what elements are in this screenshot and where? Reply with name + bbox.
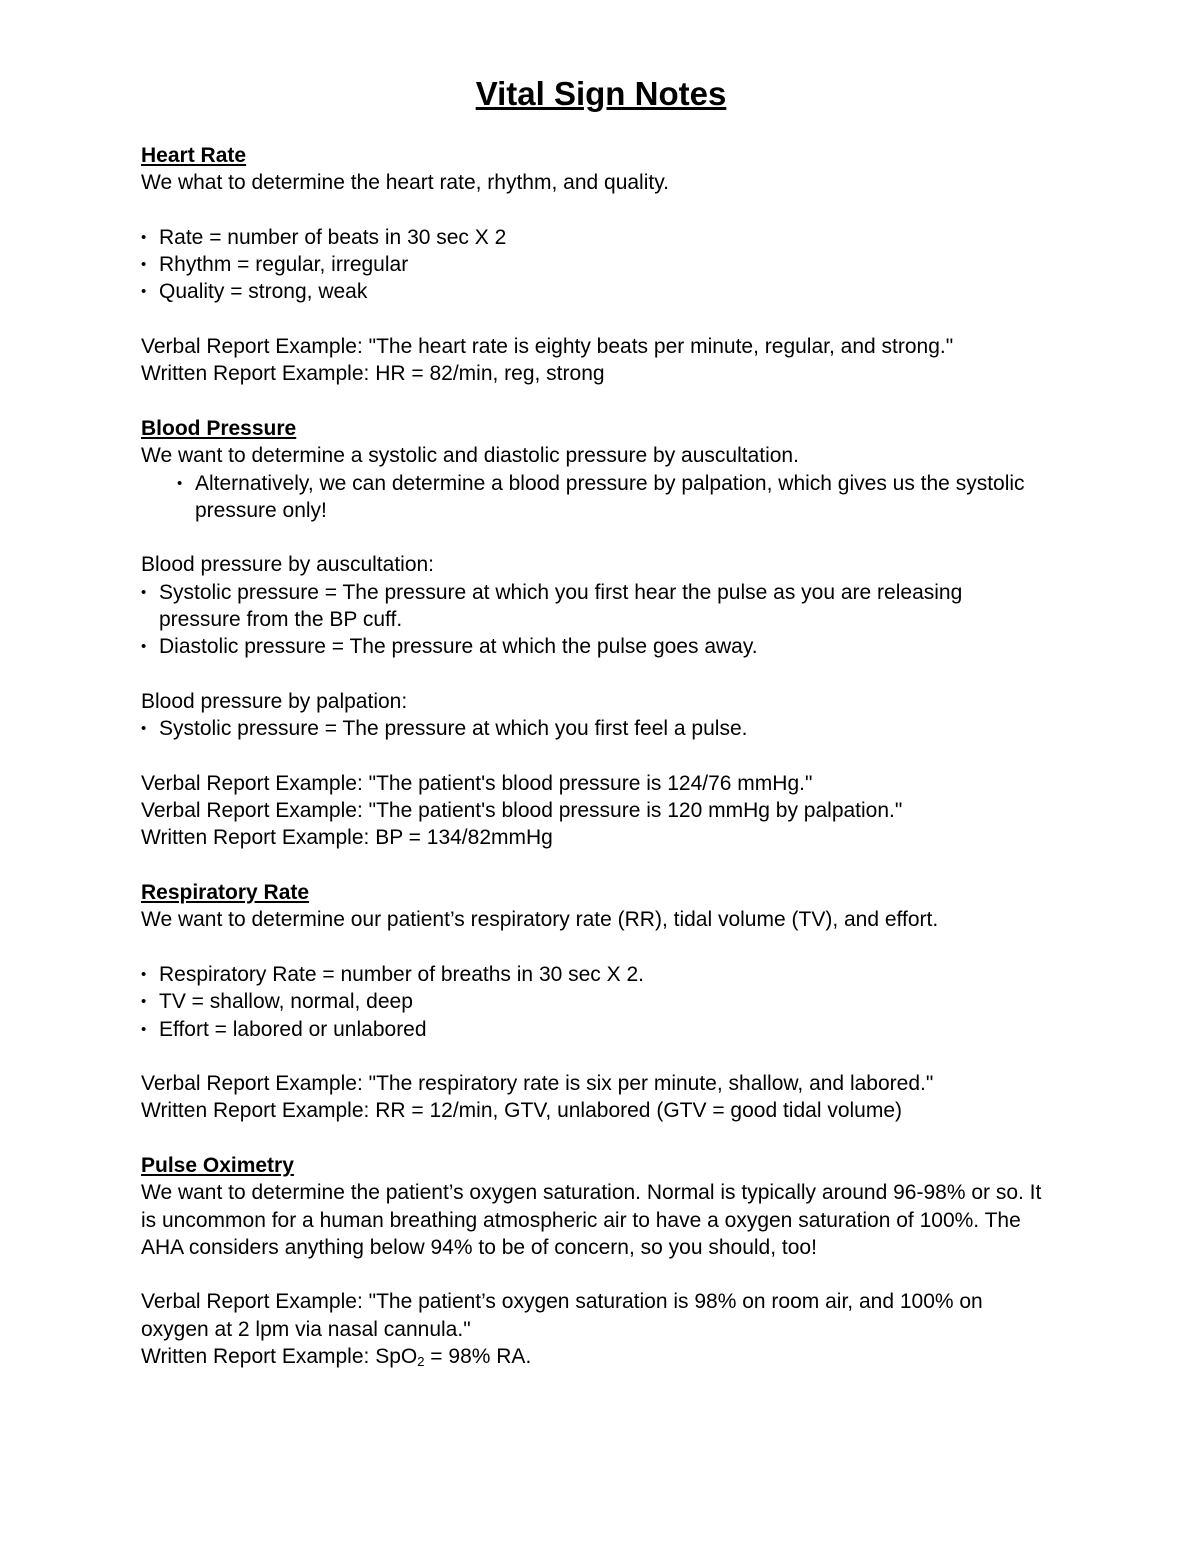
blood-pressure-verbal-example-1: Verbal Report Example: "The patient's blood pressure is 124/76 mmHg." bbox=[141, 771, 813, 795]
palpation-bullet-list bbox=[141, 715, 1061, 742]
list-item: • TV = shallow, normal, deep bbox=[141, 988, 1061, 1015]
page-title: Vital Sign Notes bbox=[475, 75, 727, 112]
section-blood-pressure bbox=[141, 415, 1061, 852]
respiratory-rate-heading: Respiratory Rate bbox=[141, 881, 310, 905]
pulse-oximetry-written-example: Written Report Example: SpO$_2$ = 98% RA. bbox=[141, 1345, 532, 1370]
subscript-2: 2 bbox=[417, 1354, 425, 1370]
list-item: • Systolic pressure = The pressure at which you first feel a pulse. bbox=[141, 715, 1061, 742]
heart-rate-intro: We what to determine the heart rate, rhythm, and quality. bbox=[141, 171, 669, 195]
list-item: • Alternatively, we can determine a blood pressure by palpation, which gives us the systolic pressure only! bbox=[177, 471, 1025, 522]
list-item: • Effort = labored or unlabored bbox=[141, 1016, 1061, 1043]
list-item: • Quality = strong, weak bbox=[141, 278, 1061, 305]
bullet-icon: • bbox=[141, 965, 147, 983]
respiratory-rate-intro: We want to determine our patient’s respiratory rate (RR), tidal volume (TV), and effort. bbox=[141, 908, 939, 932]
heart-rate-written-example: Written Report Example: HR = 82/min, reg, strong bbox=[141, 362, 605, 386]
heart-rate-verbal-example: Verbal Report Example: "The heart rate is eighty beats per minute, regular, and strong." bbox=[141, 335, 954, 359]
respiratory-rate-bullet-list bbox=[141, 961, 1061, 1043]
bullet-icon: • bbox=[141, 283, 147, 301]
list-item: • Respiratory Rate = number of breaths in 30 sec X 2. bbox=[141, 961, 1061, 988]
bullet-icon: • bbox=[141, 638, 147, 656]
bullet-icon: • bbox=[141, 1020, 147, 1038]
list-item: • Rhythm = regular, irregular bbox=[141, 251, 1061, 278]
auscultation-bullet-list bbox=[141, 579, 1061, 661]
list-item: • Systolic pressure = The pressure at which you first hear the pulse as you are releasing pressure from the BP cuff. bbox=[141, 580, 963, 632]
section-heart-rate bbox=[141, 142, 1061, 388]
list-item: • Rate = number of beats in 30 sec X 2 bbox=[141, 224, 1061, 251]
pulse-oximetry-heading: Pulse Oximetry bbox=[141, 1153, 294, 1177]
respiratory-rate-verbal-example: Verbal Report Example: "The respiratory rate is six per minute, shallow, and labored." bbox=[141, 1072, 934, 1096]
blood-pressure-written-example: Written Report Example: BP = 134/82mmHg bbox=[141, 826, 553, 850]
pulse-oximetry-verbal-example: Verbal Report Example: "The patient’s oxygen saturation is 98% on room air, and 100% on oxygen at 2 lpm via nasal cannula." bbox=[141, 1290, 983, 1341]
list-item: • Diastolic pressure = The pressure at which the pulse goes away. bbox=[141, 633, 1061, 660]
bullet-icon: • bbox=[141, 993, 147, 1011]
bullet-icon: • bbox=[177, 474, 183, 492]
blood-pressure-alt-list bbox=[141, 470, 1061, 525]
bullet-icon: • bbox=[141, 720, 147, 738]
heart-rate-bullet-list bbox=[141, 224, 1061, 306]
section-respiratory-rate bbox=[141, 879, 1061, 1125]
palpation-label: Blood pressure by palpation: bbox=[141, 689, 408, 713]
blood-pressure-heading: Blood Pressure bbox=[141, 416, 297, 440]
bullet-icon: • bbox=[141, 256, 147, 274]
heart-rate-heading: Heart Rate bbox=[141, 144, 247, 167]
bullet-icon: • bbox=[141, 228, 147, 246]
pulse-oximetry-intro: We want to determine the patient’s oxygen saturation. Normal is typically around 96-98% or so. It is uncommon for a human breathing atmospheric air to have a oxygen saturation of 100%. The AHA considers anything below 94% to be of concern, so you should, too! bbox=[141, 1181, 1042, 1259]
auscultation-label: Blood pressure by auscultation: bbox=[141, 553, 435, 577]
blood-pressure-verbal-example-2: Verbal Report Example: "The patient's blood pressure is 120 mmHg by palpation." bbox=[141, 799, 903, 823]
section-pulse-oximetry bbox=[141, 1152, 1061, 1375]
blood-pressure-intro: We want to determine a systolic and diastolic pressure by auscultation. bbox=[141, 444, 799, 468]
document-page bbox=[141, 72, 1061, 1375]
respiratory-rate-written-example: Written Report Example: RR = 12/min, GTV, unlabored (GTV = good tidal volume) bbox=[141, 1099, 903, 1123]
bullet-icon: • bbox=[141, 583, 147, 601]
